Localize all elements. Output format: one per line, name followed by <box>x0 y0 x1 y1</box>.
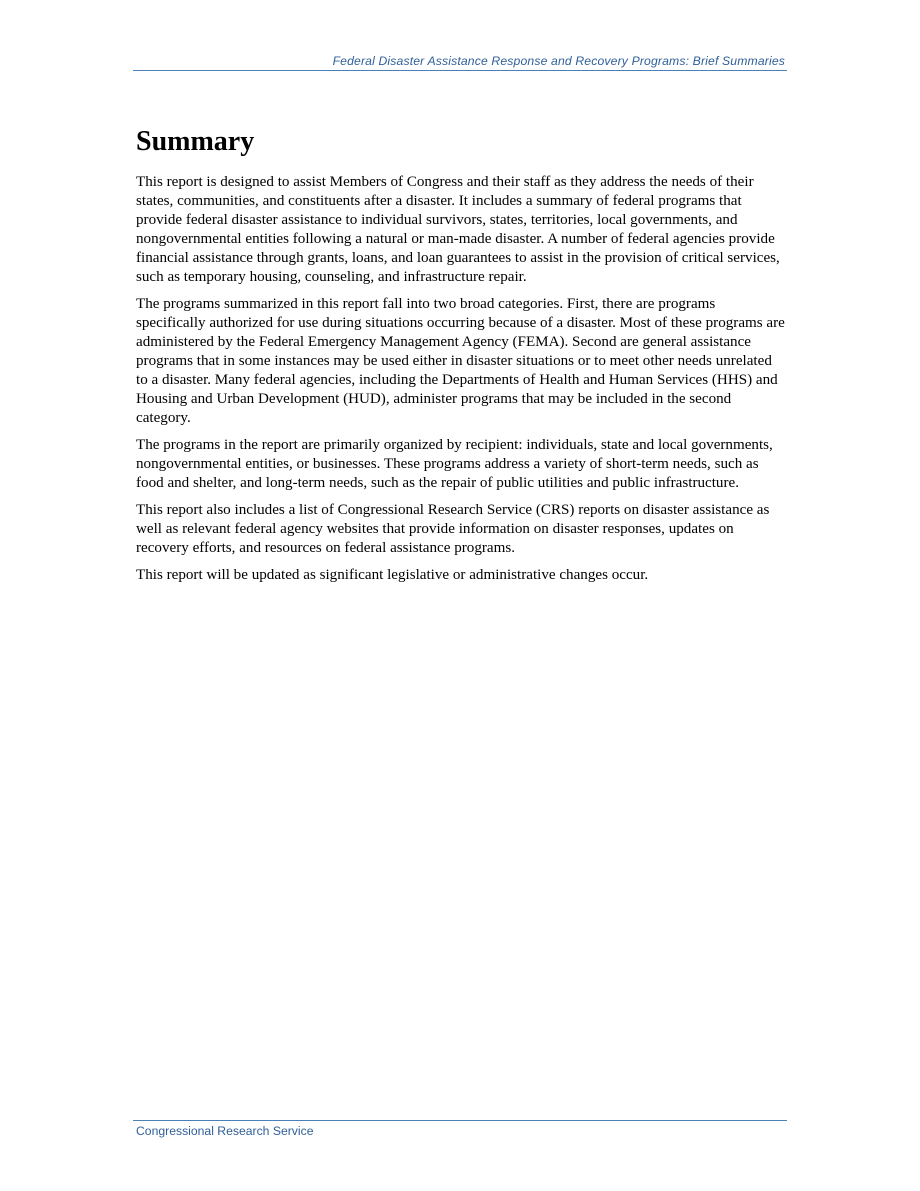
paragraph-1: This report is designed to assist Members of Congress and their staff as they address the needs of their states, communities, and constituents after a disaster. It includes a summary of federal programs that provide federal disaster assistance to individual survivors, states, territories, local governments, and nongovernmental entities following a natural or man-made disaster. A number of federal agencies provide financial assistance through grants, loans, and loan guarantees to assist in the provision of critical services, such as temporary housing, counseling, and infrastructure repair. <box>136 174 780 285</box>
paragraph-3: The programs in the report are primarily organized by recipient: individuals, state and local governments, nongovernmental entities, or businesses. These programs address a variety of short-term needs, such as food and shelter, and long-term needs, such as the repair of public utilities and public infrastructure. <box>136 437 773 491</box>
document-body <box>136 124 787 593</box>
running-header <box>133 54 787 71</box>
paragraph-2: The programs summarized in this report fall into two broad categories. First, there are programs specifically authorized for use during situations occurring because of a disaster. Most of these programs are administered by the Federal Emergency Management Agency (FEMA). Second are general assistance programs that in some instances may be used either in disaster situations or to meet other needs unrelated to a disaster. Many federal agencies, including the Departments of Health and Human Services (HHS) and Housing and Urban Development (HUD), administer programs that may be included in the second category. <box>136 296 785 426</box>
paragraph-4: This report also includes a list of Congressional Research Service (CRS) reports on disaster assistance as well as relevant federal agency websites that provide information on disaster responses, updates on recovery efforts, and resources on federal assistance programs. <box>136 502 770 556</box>
footer-publisher: Congressional Research Service <box>136 1124 314 1138</box>
running-header-title: Federal Disaster Assistance Response and Recovery Programs: Brief Summaries <box>332 54 785 68</box>
paragraph-5: This report will be updated as significant legislative or administrative changes occur. <box>136 567 649 583</box>
section-heading: Summary <box>136 126 255 157</box>
running-footer <box>133 1120 787 1138</box>
